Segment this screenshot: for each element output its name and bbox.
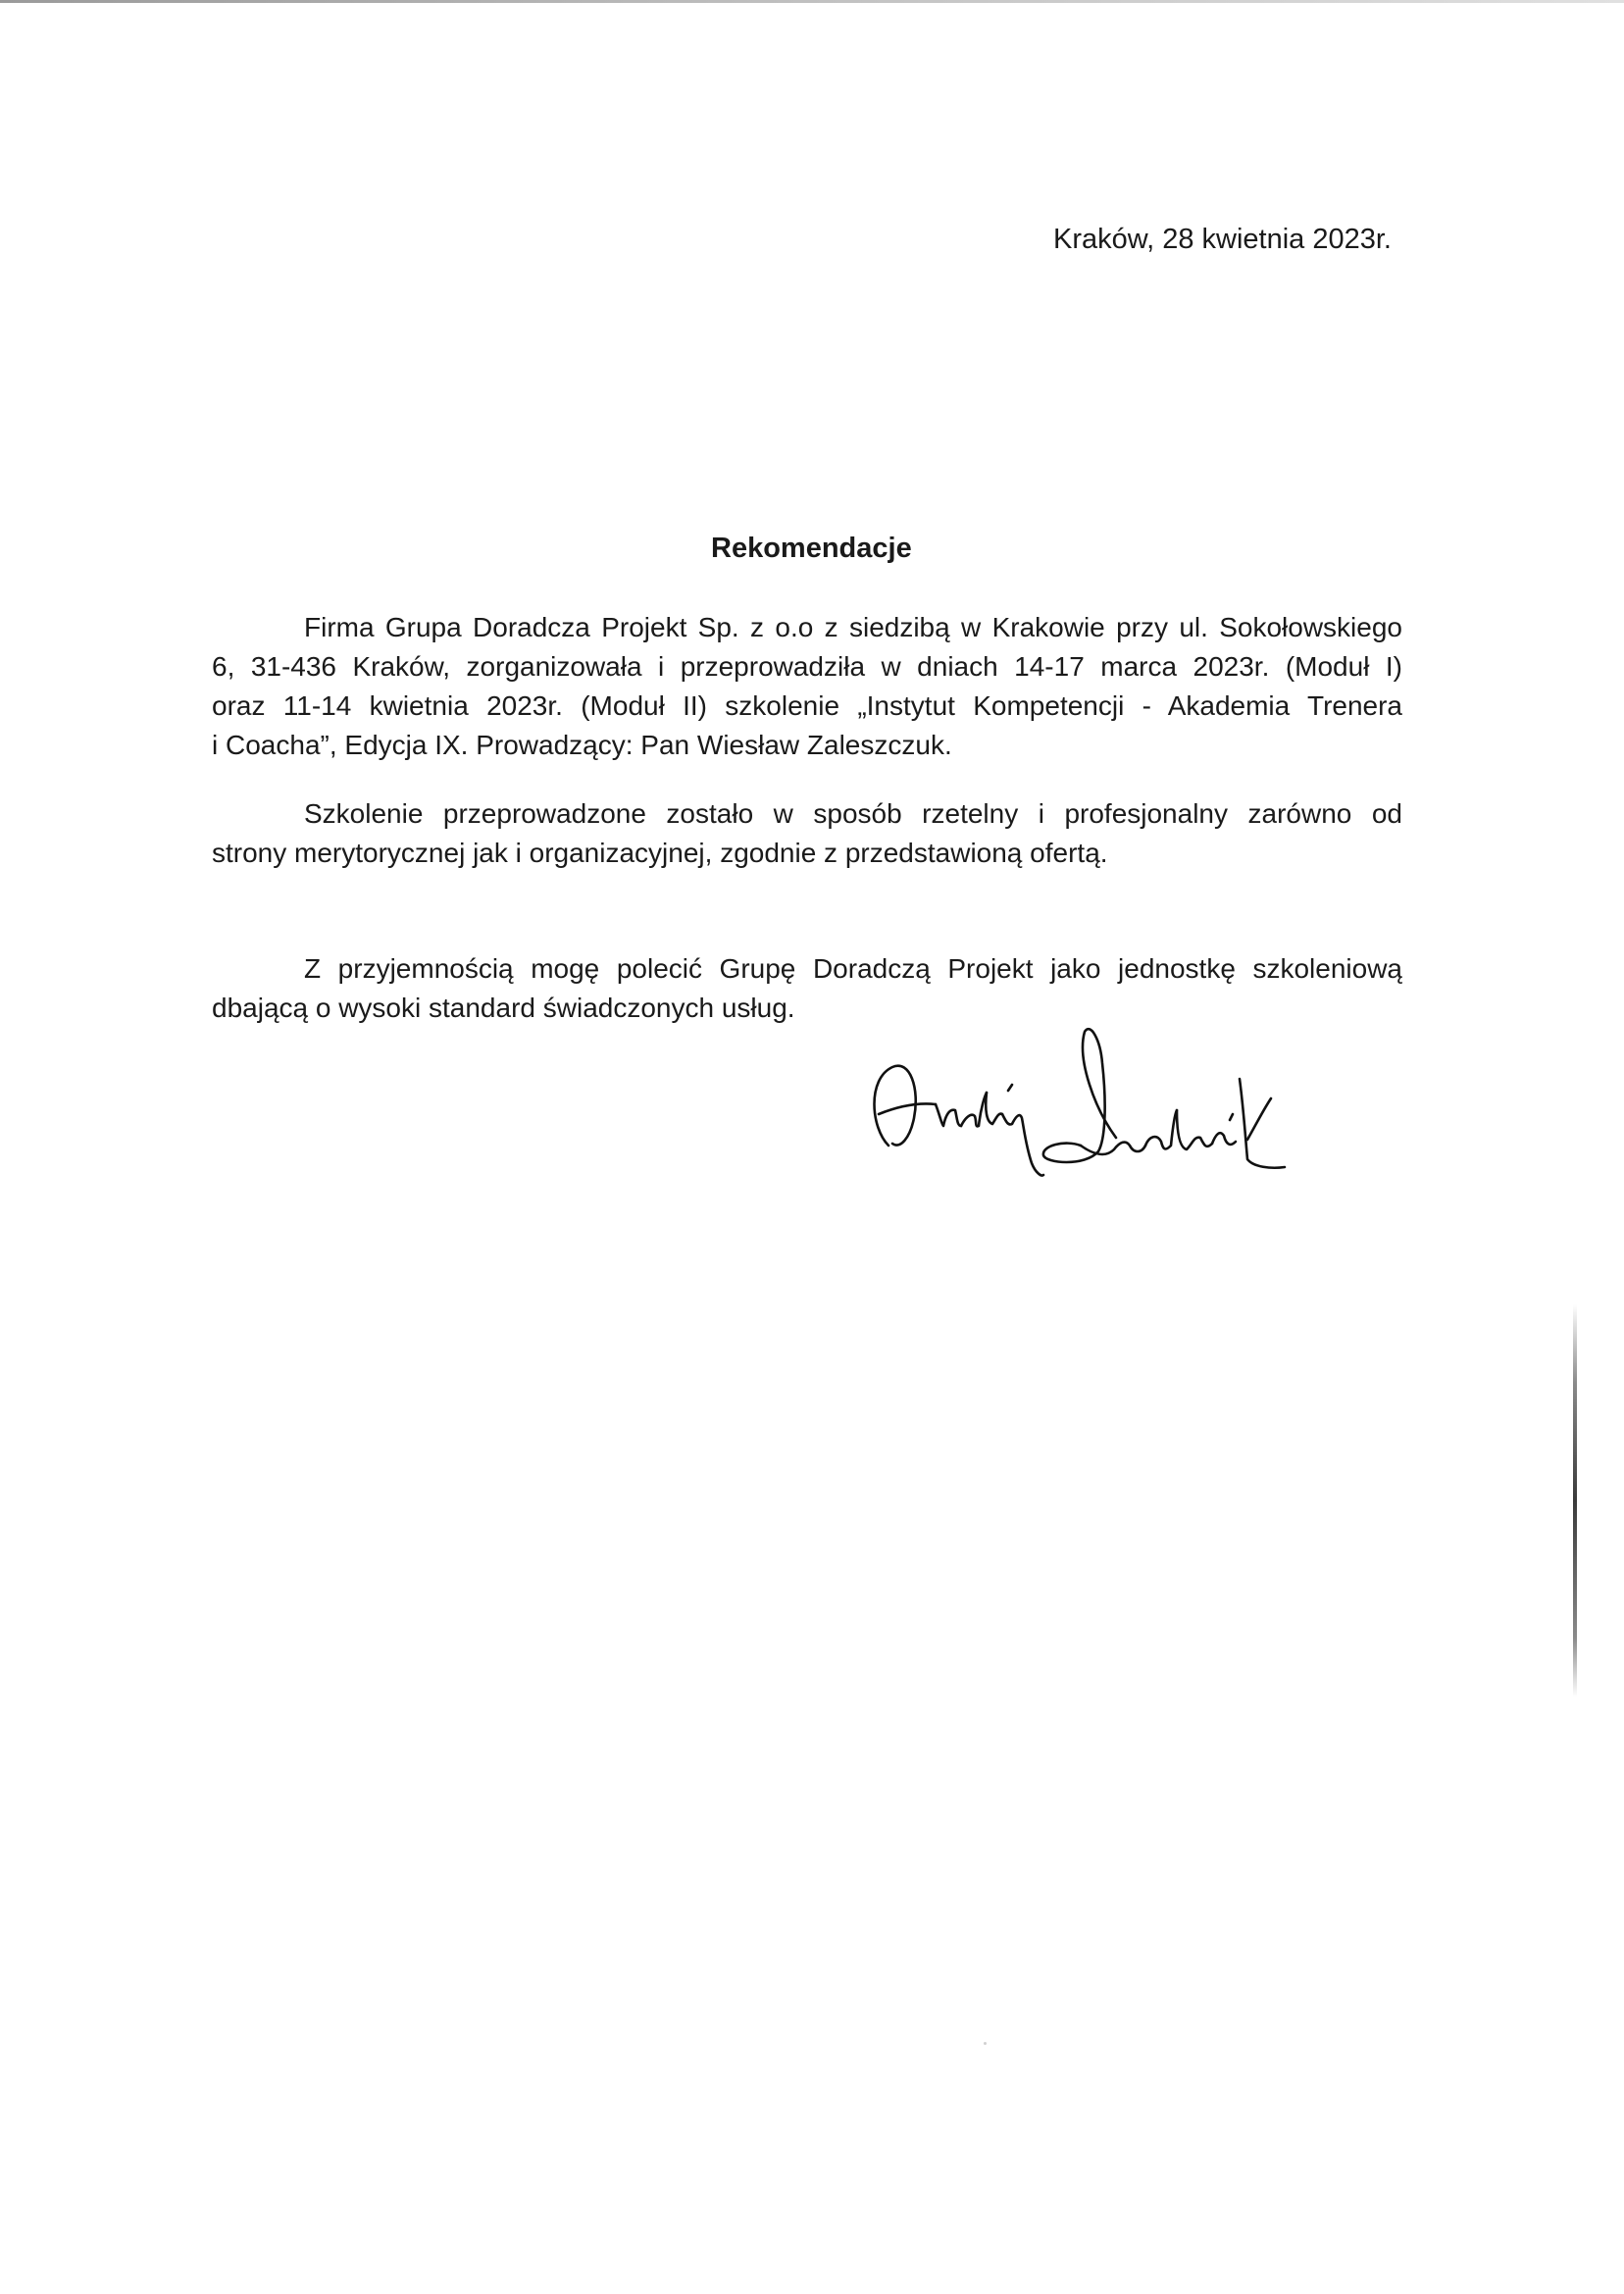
paragraph-organizer — [212, 608, 1402, 765]
scan-top-edge — [0, 0, 1624, 3]
handwritten-signature — [849, 1020, 1291, 1187]
letter-title: Rekomendacje — [711, 533, 912, 564]
paragraph-line: Firma Grupa Doradcza Projekt Sp. z o.o z siedzibą w Krakowie przy ul. Sokołowskiego — [304, 612, 1402, 642]
paragraph-line: Szkolenie przeprowadzone zostało w sposób rzetelny i profesjonalny zarówno od — [304, 798, 1402, 829]
paragraph-line: Z przyjemnością mogę polecić Grupę Doradczą Projekt jako jednostkę szkoleniową — [304, 953, 1402, 984]
scan-speck — [984, 2042, 987, 2045]
date-line: Kraków, 28 kwietnia 2023r. — [1053, 224, 1392, 255]
paragraph-line: strony merytorycznej jak i organizacyjnej, zgodnie z przedstawioną ofertą. — [212, 838, 1108, 868]
paragraph-line: i Coacha”, Edycja IX. Prowadzący: Pan Wiesław Zaleszczuk. — [212, 730, 952, 760]
paragraph-recommendation — [212, 949, 1402, 1028]
paragraph-line: oraz 11-14 kwietnia 2023r. (Moduł II) szkolenie „Instytut Kompetencji - Akademia Trenera — [212, 690, 1402, 721]
paragraph-line: 6, 31-436 Kraków, zorganizowała i przeprowadziła w dniach 14-17 marca 2023r. (Moduł I) — [212, 651, 1402, 682]
scan-shadow-edge — [1573, 1304, 1577, 1697]
paragraph-assessment — [212, 794, 1402, 873]
paragraph-line: dbającą o wysoki standard świadczonych usług. — [212, 993, 795, 1023]
